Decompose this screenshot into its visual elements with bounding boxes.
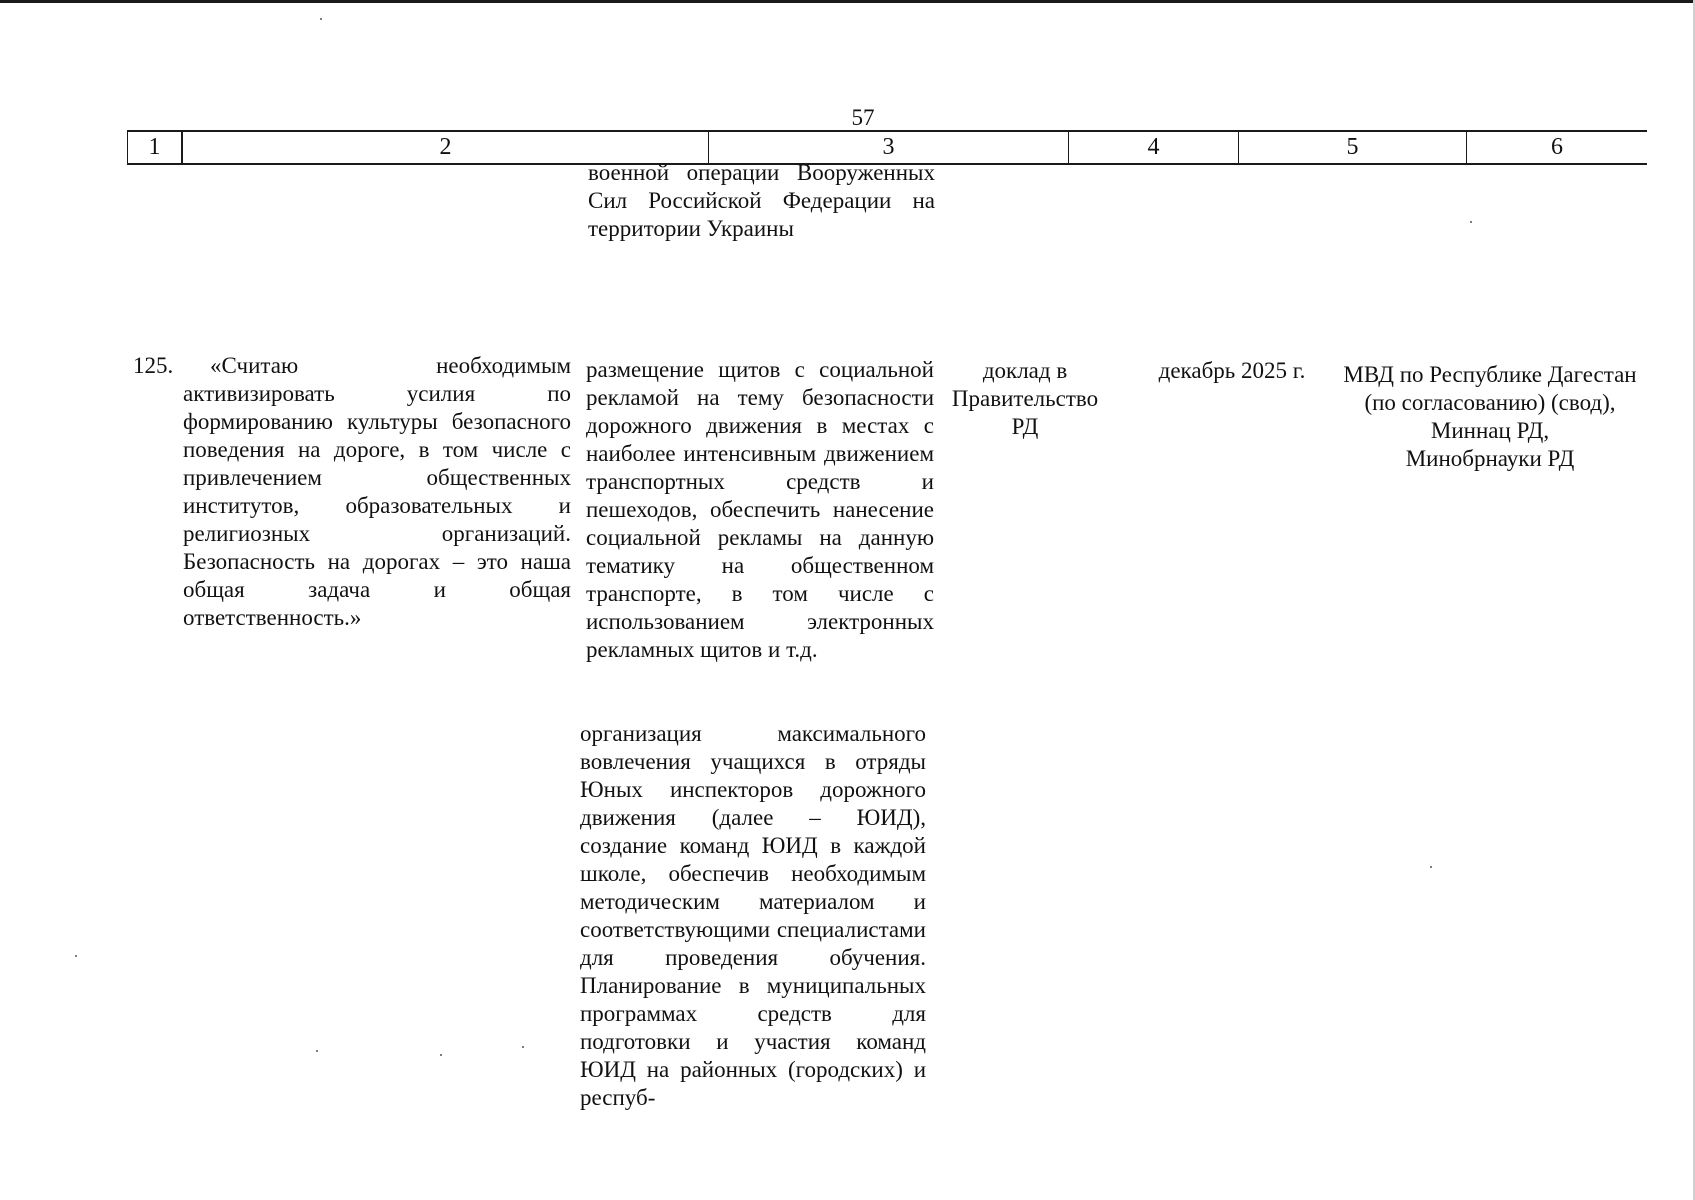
executors-cell xyxy=(1340,361,1640,473)
continued-activity-text: военной операции Вооруженных Сил Российской Федерации на территории Украины xyxy=(588,160,935,241)
executor-line: (по согласованию) (свод), xyxy=(1364,390,1616,415)
executor-line: Миннац РД, xyxy=(1430,418,1550,443)
activity-item: организация максимального вовлечения учащихся в отряды Юных инспекторов дорожного движения (далее – ЮИД), создание команд ЮИД в каждой школе, обеспечив необходимым методическим материалом и соответствующими специалистами для проведения обучения. Планирование в муниципальных программах средств для подготовки и участия команд ЮИД на районных (городских) и респуб- xyxy=(580,721,926,1110)
column-header-5: 5 xyxy=(1239,132,1467,163)
scan-speck xyxy=(1430,866,1432,868)
activity-item: размещение щитов с социальной рекламой на тему безопасности дорожного движения в местах с наиболее интенсивным движением транспортных средств и пешеходов, обеспечить нанесение социальной рекламы на данную тематику на общественном транспорте, в том числе с использованием электронных рекламных щитов и т.д. xyxy=(586,357,934,662)
scan-top-edge xyxy=(0,0,1695,3)
scan-speck xyxy=(75,955,77,957)
scan-speck xyxy=(316,1050,318,1052)
scan-speck xyxy=(1470,221,1472,223)
executor-line: Минобрнауки РД xyxy=(1405,446,1575,471)
page-number: 57 xyxy=(851,105,875,130)
column-header-6: 6 xyxy=(1551,134,1563,160)
report-form-cell: доклад в Правительство РД xyxy=(951,358,1099,439)
executor-line: МВД по Республике Дагестан xyxy=(1343,362,1637,387)
scan-speck xyxy=(440,1054,442,1056)
column-header-4: 4 xyxy=(1069,132,1239,163)
quote-text: «Считаю необходимым активизировать усилия по формированию культуры безопасного поведения на дороге, в том числе с привлечением общественных институтов, образовательных и религиозных организаций. Безопасность на дорогах – это наша общая задача и общая ответственность.» xyxy=(183,353,571,630)
column-header-2: 2 xyxy=(182,132,709,163)
scan-speck xyxy=(320,18,322,20)
column-header-1: 1 xyxy=(127,132,182,163)
column-header-3: 3 xyxy=(709,132,1069,163)
deadline-cell: декабрь 2025 г. xyxy=(1158,358,1306,383)
scan-speck xyxy=(522,1046,524,1048)
row-number: 125. xyxy=(133,353,174,378)
